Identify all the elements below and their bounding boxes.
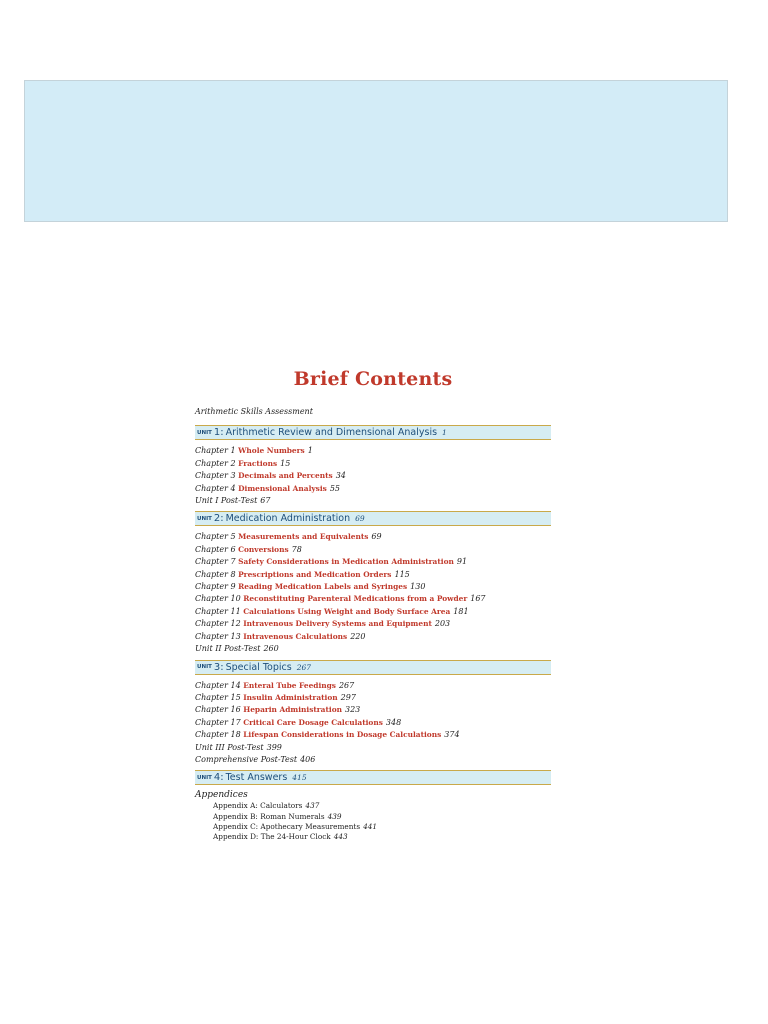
toc-entry-prefix: Chapter 5 [195, 532, 236, 542]
unit-page: 267 [296, 662, 312, 672]
appendices-heading: Appendices [195, 790, 248, 801]
toc-entry-prefix: Unit III Post-Test [195, 742, 264, 752]
toc-entry [195, 704, 551, 716]
unit-page: 1 [442, 428, 447, 438]
toc-entry [195, 569, 551, 581]
appendix-page: 437 [305, 801, 320, 811]
toc-entry-title: Critical Care Dosage Calculations [243, 717, 383, 727]
unit-title: Test Answers [225, 772, 288, 784]
toc-entry [195, 556, 551, 568]
toc-entry-prefix: Chapter 9 [195, 582, 236, 592]
toc-entry-prefix: Chapter 3 [195, 471, 236, 481]
toc-entry-prefix: Chapter 1 [195, 446, 236, 456]
toc-entry-title: Fractions [238, 458, 278, 468]
appendix-page: 443 [333, 831, 348, 841]
toc-entry-prefix: Chapter 8 [195, 569, 236, 579]
toc-entry-page: 69 [371, 532, 382, 542]
toc-entry-page: 267 [338, 680, 355, 690]
toc-entry [195, 606, 551, 618]
toc-entry [195, 483, 551, 495]
toc-entry [195, 692, 551, 704]
appendix-entry [195, 832, 551, 842]
toc-entry-title: Reading Medication Labels and Syringes [238, 582, 408, 592]
toc-entry [195, 581, 551, 593]
brief-contents-page [195, 368, 551, 842]
toc-entry-prefix: Unit II Post-Test [195, 644, 261, 654]
toc-entry-page: 130 [410, 582, 426, 592]
toc-entry [195, 754, 551, 766]
appendix-page: 441 [363, 821, 378, 831]
unit-number: 4: [213, 772, 224, 784]
unit-header [195, 511, 551, 526]
toc-entry [195, 717, 551, 729]
unit-label: UNIT [197, 429, 212, 436]
toc-entry [195, 742, 551, 754]
toc-entry-page: 55 [329, 483, 340, 493]
toc-entry-page: 181 [453, 606, 469, 616]
toc-entry-prefix: Chapter 11 [195, 606, 241, 616]
toc-entry-prefix: Comprehensive Post-Test [195, 754, 298, 764]
appendix-label: Appendix C: Apothecary Measurements [213, 821, 361, 831]
toc-entry-page: 15 [280, 458, 291, 468]
toc-entry-page: 374 [444, 730, 460, 740]
unit-header [195, 425, 551, 440]
toc-entry-prefix: Chapter 17 [195, 717, 241, 727]
toc-entry-title: Enteral Tube Feedings [243, 680, 336, 690]
appendix-entry [195, 801, 551, 811]
toc-entry [195, 544, 551, 556]
toc-entry-prefix: Chapter 12 [195, 619, 241, 629]
toc-entry-page: 260 [263, 644, 279, 654]
page-title: Brief Contents [293, 368, 453, 390]
toc-entry-title: Safety Considerations in Medication Administration [238, 557, 454, 567]
toc-entry-title: Measurements and Equivalents [238, 532, 369, 542]
toc-entry [195, 643, 551, 655]
toc-entry [195, 458, 551, 470]
toc-entry-title: Insulin Administration [243, 692, 338, 702]
toc-entry-page: 399 [266, 742, 282, 752]
unit-label: UNIT [197, 664, 212, 670]
toc-entry-prefix: Chapter 7 [195, 557, 236, 567]
unit-header [195, 770, 551, 785]
appendix-label: Appendix A: Calculators [213, 801, 303, 811]
toc-entry [195, 680, 551, 692]
unit-label: UNIT [197, 774, 212, 781]
unit-number: 3: [213, 661, 224, 673]
toc-entry [195, 531, 551, 543]
toc-entry-title: Whole Numbers [238, 446, 305, 456]
toc-entry-prefix: Chapter 2 [195, 458, 236, 468]
toc-entry [195, 495, 551, 507]
toc-entry-prefix: Chapter 14 [195, 680, 241, 690]
unit-number: 1: [213, 427, 224, 439]
appendix-entry [195, 812, 551, 822]
toc-entry-title: Intravenous Delivery Systems and Equipment [243, 619, 432, 629]
toc-entry-title: Heparin Administration [243, 705, 342, 715]
toc-entry-page: 78 [291, 544, 302, 554]
top-banner [24, 80, 728, 222]
toc-entry-title: Intravenous Calculations [243, 631, 348, 641]
toc-entry-prefix: Chapter 4 [195, 483, 236, 493]
toc-entry-page: 297 [340, 692, 356, 702]
appendix-entry [195, 822, 551, 832]
toc-entry-title: Calculations Using Weight and Body Surface Area [243, 606, 451, 616]
toc-entry-title: Prescriptions and Medication Orders [238, 569, 392, 579]
toc-entry [195, 631, 551, 643]
unit-number: 2: [213, 513, 224, 525]
front-matter-item: Arithmetic Skills Assessment [195, 407, 313, 416]
toc-entry-prefix: Chapter 18 [195, 730, 241, 740]
unit-title: Arithmetic Review and Dimensional Analysis [225, 427, 438, 439]
toc-entry [195, 470, 551, 482]
toc-entry-page: 34 [335, 471, 346, 481]
toc-entry-page: 323 [345, 705, 361, 715]
toc-entry-prefix: Chapter 13 [195, 631, 241, 641]
appendix-label: Appendix D: The 24-Hour Clock [213, 831, 331, 841]
toc-entry-page: 91 [456, 557, 468, 567]
toc-entry-page: 220 [350, 631, 366, 641]
toc-entry-page: 167 [470, 594, 486, 604]
toc-entry-page: 67 [260, 496, 271, 506]
appendices-section [195, 790, 551, 842]
toc-entry-title: Decimals and Percents [238, 471, 333, 481]
toc-entry-prefix: Chapter 16 [195, 705, 241, 715]
toc-entry-page: 115 [394, 569, 410, 579]
unit-title: Medication Administration [225, 513, 351, 525]
toc-entry-page: 203 [434, 619, 451, 629]
toc-entry-page: 406 [300, 754, 316, 764]
unit-header [195, 660, 551, 675]
toc-entry [195, 729, 551, 741]
toc-entry-title: Reconstituting Parenteral Medications from a Powder [243, 594, 468, 604]
toc-body [195, 425, 551, 785]
toc-entry-title: Lifespan Considerations in Dosage Calculations [243, 730, 442, 740]
toc-entry-page: 1 [307, 446, 313, 456]
toc-entry [195, 445, 551, 457]
toc-entry [195, 618, 551, 630]
toc-entry-title: Dimensional Analysis [238, 483, 327, 493]
appendix-label: Appendix B: Roman Numerals [213, 811, 325, 821]
toc-entry-prefix: Chapter 15 [195, 692, 241, 702]
toc-entry [195, 593, 551, 605]
unit-title: Special Topics [225, 661, 292, 673]
appendix-page: 439 [327, 811, 342, 821]
toc-entry-page: 348 [385, 717, 402, 727]
unit-page: 69 [355, 514, 365, 524]
unit-label: UNIT [197, 515, 212, 522]
unit-page: 415 [292, 773, 307, 783]
toc-entry-prefix: Unit I Post-Test [195, 496, 258, 506]
toc-entry-title: Conversions [238, 544, 289, 554]
toc-entry-prefix: Chapter 10 [195, 594, 241, 604]
toc-entry-prefix: Chapter 6 [195, 544, 236, 554]
